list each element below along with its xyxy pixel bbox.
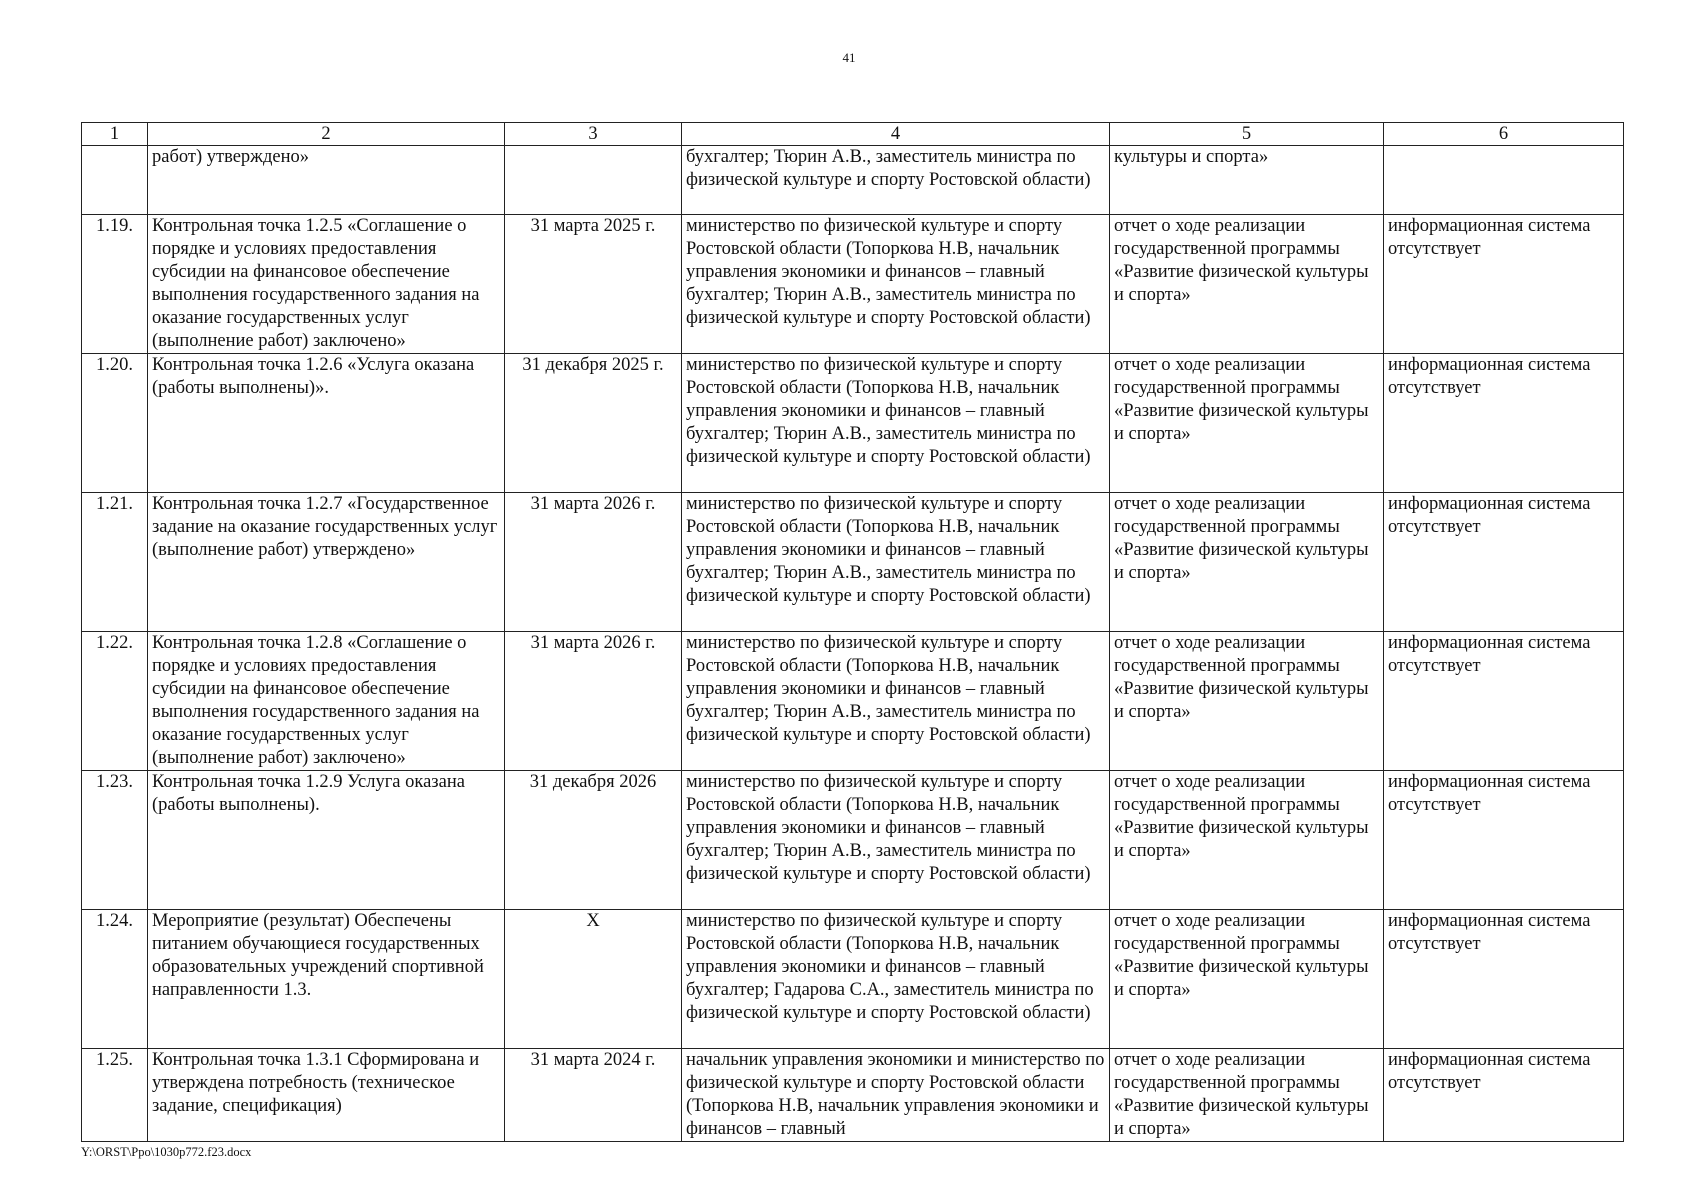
row-number: 1.19. [82, 215, 148, 354]
column-number: 2 [148, 123, 505, 146]
row-name: Мероприятие (результат) Обеспечены питанием обучающиеся государственных образовательных учреждений спортивной направленности 1.3. [148, 910, 505, 1049]
row-responsible: бухгалтер; Тюрин А.В., заместитель министра по физической культуре и спорту Ростовской области) [682, 146, 1110, 215]
row-system: информационная система отсутствует [1384, 910, 1624, 1049]
row-system: информационная система отсутствует [1384, 354, 1624, 493]
table-row [82, 632, 1624, 771]
row-date: 31 марта 2024 г. [505, 1049, 682, 1142]
column-number: 4 [682, 123, 1110, 146]
row-date: 31 марта 2026 г. [505, 493, 682, 632]
table-row [82, 910, 1624, 1049]
table-row [82, 771, 1624, 910]
row-system: информационная система отсутствует [1384, 493, 1624, 632]
row-document: отчет о ходе реализации государственной программы «Развитие физической культуры и спорта» [1110, 493, 1384, 632]
row-responsible: министерство по физической культуре и спорту Ростовской области (Топоркова Н.В, начальник управления экономики и финансов – главный бухгалтер; Тюрин А.В., заместитель министра по физической культуре и спорту Ростовской области) [682, 771, 1110, 910]
row-name: Контрольная точка 1.3.1 Сформирована и утверждена потребность (техническое задание, спецификация) [148, 1049, 505, 1142]
row-name: Контрольная точка 1.2.7 «Государственное задание на оказание государственных услуг (выполнение работ) утверждено» [148, 493, 505, 632]
row-responsible: министерство по физической культуре и спорту Ростовской области (Топоркова Н.В, начальник управления экономики и финансов – главный бухгалтер; Тюрин А.В., заместитель министра по физической культуре и спорту Ростовской области) [682, 215, 1110, 354]
row-system: информационная система отсутствует [1384, 771, 1624, 910]
row-number: 1.22. [82, 632, 148, 771]
row-system: информационная система отсутствует [1384, 1049, 1624, 1142]
control-points-table [81, 122, 1624, 1142]
table-row [82, 215, 1624, 354]
row-date [505, 146, 682, 215]
row-responsible: министерство по физической культуре и спорту Ростовской области (Топоркова Н.В, начальник управления экономики и финансов – главный бухгалтер; Тюрин А.В., заместитель министра по физической культуре и спорту Ростовской области) [682, 354, 1110, 493]
row-document: отчет о ходе реализации государственной программы «Развитие физической культуры и спорта» [1110, 910, 1384, 1049]
row-system: информационная система отсутствует [1384, 632, 1624, 771]
table-row [82, 146, 1624, 215]
row-number: 1.25. [82, 1049, 148, 1142]
row-name: Контрольная точка 1.2.6 «Услуга оказана (работы выполнены)». [148, 354, 505, 493]
row-system [1384, 146, 1624, 215]
column-number: 1 [82, 123, 148, 146]
file-path-footer: Y:\ORST\Ppo\1030p772.f23.docx [81, 1145, 252, 1159]
row-document: отчет о ходе реализации государственной программы «Развитие физической культуры и спорта» [1110, 354, 1384, 493]
column-number: 6 [1384, 123, 1624, 146]
row-number: 1.20. [82, 354, 148, 493]
row-number: 1.23. [82, 771, 148, 910]
row-responsible: начальник управления экономики и министерство по физической культуре и спорту Ростовской области (Топоркова Н.В, начальник управления экономики и финансов – главный [682, 1049, 1110, 1142]
row-number: 1.21. [82, 493, 148, 632]
row-name: Контрольная точка 1.2.5 «Соглашение о порядке и условиях предоставления субсидии на финансовое обеспечение выполнения государственного задания на оказание государственных услуг (выполнение работ) заключено» [148, 215, 505, 354]
row-date: 31 марта 2026 г. [505, 632, 682, 771]
column-number: 5 [1110, 123, 1384, 146]
column-number-row [82, 123, 1624, 146]
row-document: культуры и спорта» [1110, 146, 1384, 215]
row-date: 31 марта 2025 г. [505, 215, 682, 354]
column-number: 3 [505, 123, 682, 146]
row-responsible: министерство по физической культуре и спорту Ростовской области (Топоркова Н.В, начальник управления экономики и финансов – главный бухгалтер; Тюрин А.В., заместитель министра по физической культуре и спорту Ростовской области) [682, 493, 1110, 632]
row-name: работ) утверждено» [148, 146, 505, 215]
page-number: 41 [842, 50, 856, 65]
row-system: информационная система отсутствует [1384, 215, 1624, 354]
table-row [82, 1049, 1624, 1142]
row-responsible: министерство по физической культуре и спорту Ростовской области (Топоркова Н.В, начальник управления экономики и финансов – главный бухгалтер; Гадарова С.А., заместитель министра по физической культуре и спорту Ростовской области) [682, 910, 1110, 1049]
row-number: 1.24. [82, 910, 148, 1049]
row-date: 31 декабря 2026 [505, 771, 682, 910]
row-number [82, 146, 148, 215]
row-document: отчет о ходе реализации государственной программы «Развитие физической культуры и спорта» [1110, 215, 1384, 354]
table-row [82, 354, 1624, 493]
row-date: 31 декабря 2025 г. [505, 354, 682, 493]
row-document: отчет о ходе реализации государственной программы «Развитие физической культуры и спорта» [1110, 771, 1384, 910]
row-responsible: министерство по физической культуре и спорту Ростовской области (Топоркова Н.В, начальник управления экономики и финансов – главный бухгалтер; Тюрин А.В., заместитель министра по физической культуре и спорту Ростовской области) [682, 632, 1110, 771]
row-name: Контрольная точка 1.2.9 Услуга оказана (работы выполнены). [148, 771, 505, 910]
row-date: X [505, 910, 682, 1049]
table-row [82, 493, 1624, 632]
row-document: отчет о ходе реализации государственной программы «Развитие физической культуры и спорта» [1110, 632, 1384, 771]
row-document: отчет о ходе реализации государственной программы «Развитие физической культуры и спорта» [1110, 1049, 1384, 1142]
row-name: Контрольная точка 1.2.8 «Соглашение о порядке и условиях предоставления субсидии на финансовое обеспечение выполнения государственного задания на оказание государственных услуг (выполнение работ) заключено» [148, 632, 505, 771]
